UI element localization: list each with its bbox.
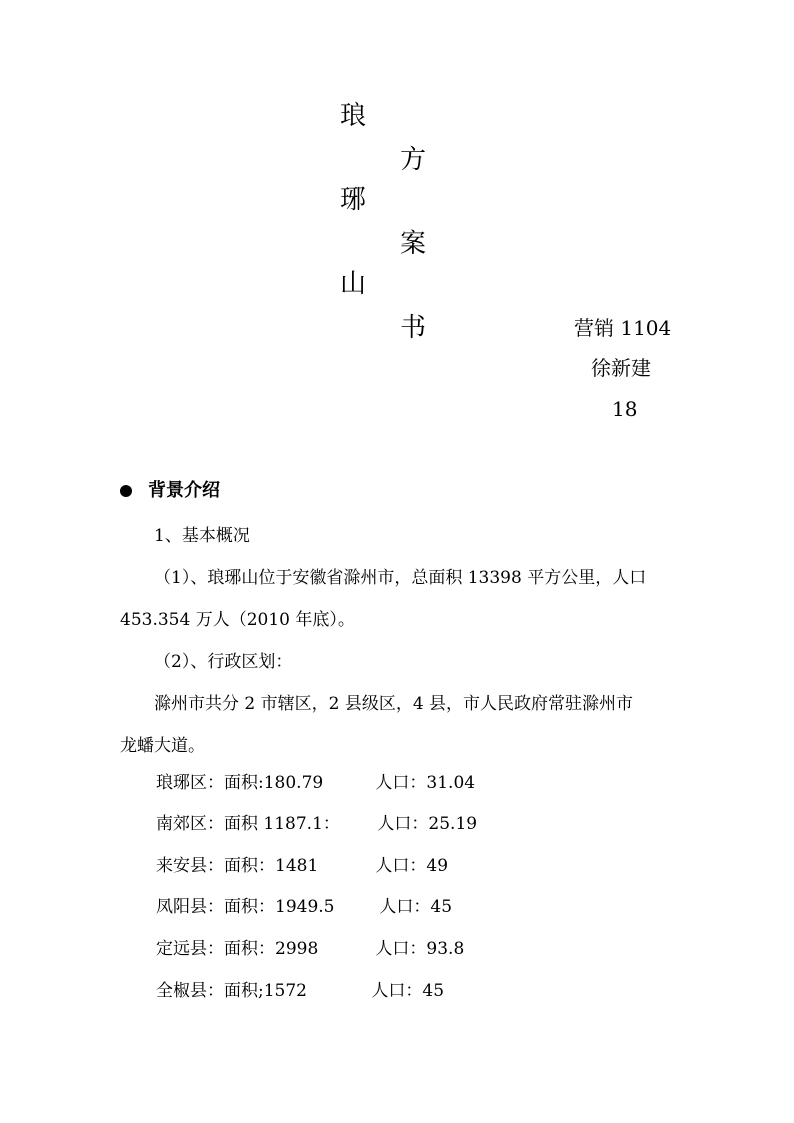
district-area-1: 琅琊区：面积:180.79 (156, 773, 324, 793)
district-area-2: 南郊区：面积 1187.1： (156, 814, 340, 834)
district-area-4: 凤阳县：面积：1949.5 (156, 897, 335, 917)
class-label: 营销 1104 (574, 316, 672, 340)
title-char-1: 琅 (340, 101, 367, 131)
title-left-column (340, 103, 366, 355)
district-pop-4: 人口：45 (379, 897, 453, 917)
author-name: 徐新建 (591, 356, 651, 380)
district-row-2 (156, 816, 576, 833)
district-area-5: 定远县：面积：2998 (156, 939, 319, 959)
district-pop-2: 人口：25.19 (377, 814, 478, 834)
admin-division-heading: （2）、行政区划： (154, 652, 293, 672)
title-char-2: 琊 (340, 185, 367, 215)
bullet-icon (120, 485, 132, 497)
overview-line-2: 453.354 万人（2010 年底）。 (120, 610, 355, 630)
admin-division-line-2: 龙蟠大道。 (120, 736, 205, 756)
title-char-4: 方 (400, 145, 427, 175)
district-area-6: 全椒县：面积;1572 (156, 981, 307, 1001)
district-row-3 (156, 858, 576, 875)
district-row-6 (156, 983, 576, 1000)
district-pop-1: 人口：31.04 (375, 773, 476, 793)
title-char-6: 书 (400, 313, 427, 343)
title-char-3: 山 (340, 269, 367, 299)
admin-division-line-1: 滁州市共分 2 市辖区，2 县级区，4 县，市人民政府常驻滁州市 (154, 694, 634, 714)
district-row-4 (156, 899, 576, 916)
section-heading-row (120, 482, 220, 500)
district-pop-5: 人口：93.8 (375, 939, 465, 959)
subheading-basic-overview: 1、基本概况 (154, 526, 250, 546)
title-char-5: 案 (400, 229, 427, 259)
district-row-1 (156, 775, 576, 792)
author-number: 18 (612, 397, 638, 421)
title-right-column (400, 147, 426, 399)
overview-line-1: （1）、琅琊山位于安徽省滁州市，总面积 13398 平方公里，人口 (154, 568, 647, 588)
section-heading: 背景介绍 (148, 480, 220, 501)
district-row-5 (156, 941, 576, 958)
district-pop-3: 人口：49 (375, 856, 449, 876)
district-area-3: 来安县：面积：1481 (156, 856, 319, 876)
district-pop-6: 人口：45 (371, 981, 445, 1001)
